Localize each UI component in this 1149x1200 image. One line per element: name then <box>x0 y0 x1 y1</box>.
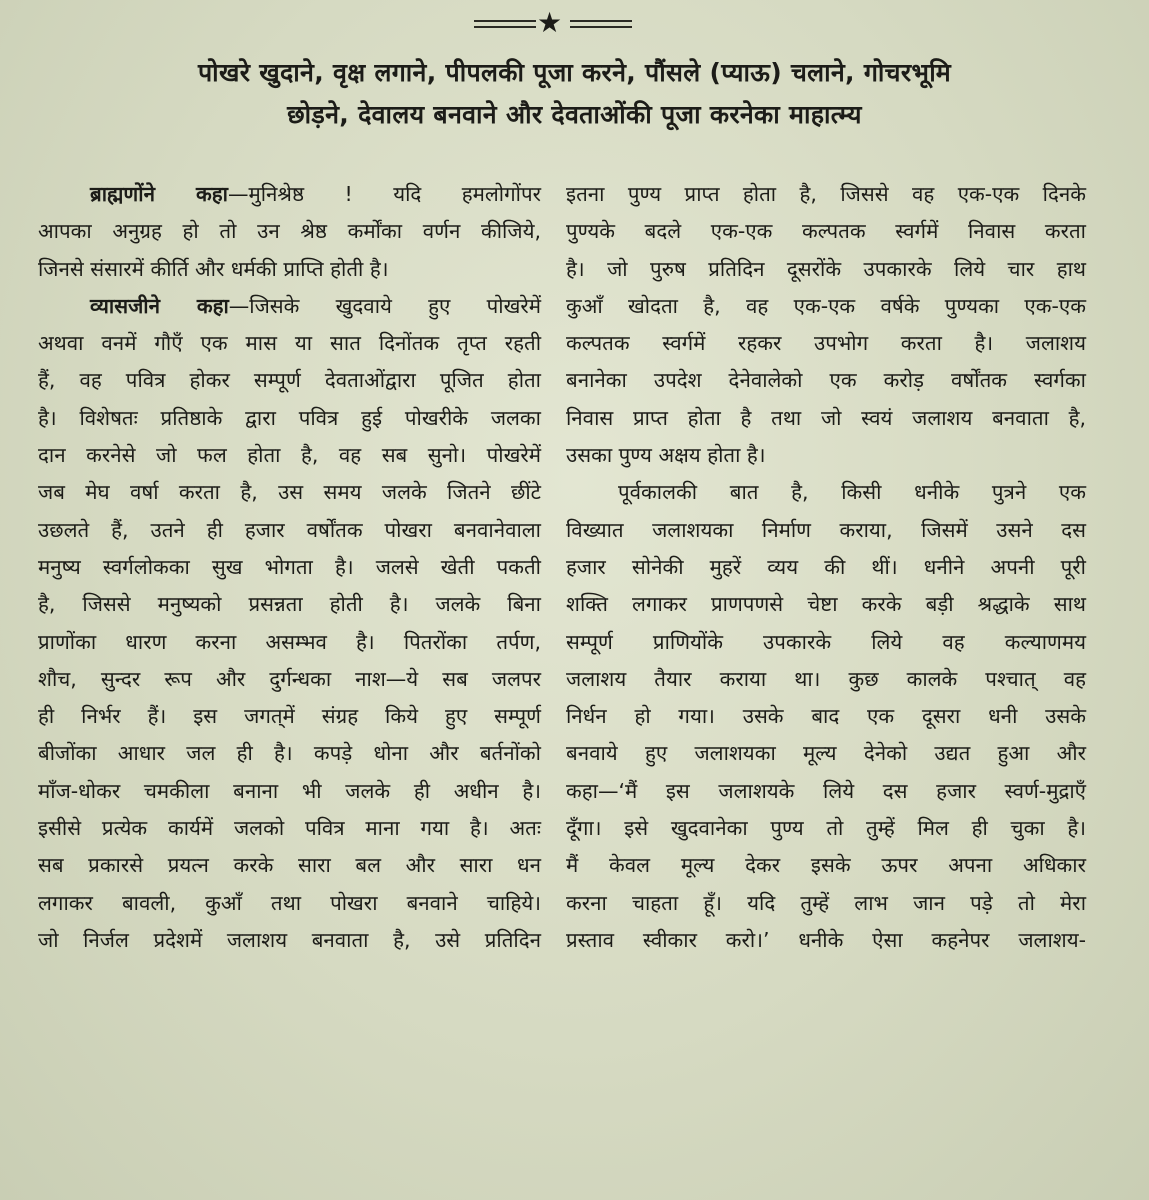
paragraph-line: ही निर्भर हैं। इस जगत्‌में संग्रह किये हुए सम्पूर्ण <box>38 704 541 729</box>
paragraph-line: हैं, वह पवित्र होकर सम्पूर्ण देवताओंद्वारा पूजित होता <box>38 368 541 393</box>
paragraph-line: बनवाये हुए जलाशयका मूल्य देनेको उद्यत हुआ और <box>566 741 1086 766</box>
paragraph-line: है। विशेषतः प्रतिष्ठाके द्वारा पवित्र हुई पोखरीके जलका <box>38 405 541 430</box>
paragraph-line: प्राणोंका धारण करना असम्भव है। पितरोंका तर्पण, <box>38 629 541 654</box>
paragraph-line: दूँगा। इसे खुदवानेका पुण्य तो तुम्हें मिल ही चुका है। <box>566 816 1086 841</box>
header-ornament <box>0 6 1149 40</box>
paragraph-line: है। जो पुरुष प्रतिदिन दूसरोंके उपकारके लिये चार हाथ <box>566 256 1086 281</box>
paragraph-line: जलाशय तैयार कराया था। कुछ कालके पश्चात् वह <box>566 666 1086 691</box>
paragraph-line: जब मेघ वर्षा करता है, उस समय जलके जितने छींटे <box>38 480 541 505</box>
paragraph-line: मैं केवल मूल्य देकर इसके ऊपर अपना अधिकार <box>566 853 1086 878</box>
paragraph-line: आपका अनुग्रह हो तो उन श्रेष्ठ कर्मोंका वर्णन कीजिये, <box>38 219 541 244</box>
paragraph-line: सम्पूर्ण प्राणियोंके उपकारके लिये वह कल्याणमय <box>566 629 1086 654</box>
paragraph-text: —मुनिश्रेष्ठ ! यदि हमलोगोंपर <box>227 182 541 206</box>
paragraph-line: उसका पुण्य अक्षय होता है। <box>566 443 766 468</box>
paragraph-line: कहा—‘मैं इस जलाशयके लिये दस हजार स्वर्ण-मुद्राएँ <box>566 778 1086 803</box>
paragraph-line: प्रस्ताव स्वीकार करो।’ धनीके ऐसा कहनेपर जलाशय- <box>566 927 1086 952</box>
paragraph-line: जिनसे संसारमें कीर्ति और धर्मकी प्राप्ति होती है। <box>38 256 389 281</box>
paragraph-line <box>38 288 541 325</box>
paragraph-line: इतना पुण्य प्राप्त होता है, जिससे वह एक-एक दिनके <box>566 182 1086 206</box>
paragraph-line: जो निर्जल प्रदेशमें जलाशय बनवाता है, उसे प्रतिदिन <box>38 927 541 952</box>
ornament-rule-left <box>474 20 536 28</box>
paragraph-line <box>38 176 541 213</box>
paragraph-line: निवास प्राप्त होता है तथा जो स्वयं जलाशय बनवाता है, <box>566 405 1086 430</box>
chapter-title <box>20 52 1129 136</box>
paragraph-line: करना चाहता हूँ। यदि तुम्हें लाभ जान पड़े तो मेरा <box>566 890 1086 915</box>
chapter-title-line-2: छोड़ने, देवालय बनवाने और देवताओंकी पूजा करनेका माहात्म्य <box>287 100 862 129</box>
paragraph-line: अथवा वनमें गौएँ एक मास या सात दिनोंतक तृप्त रहती <box>38 331 541 356</box>
speaker-label: ब्राह्मणोंने कहा <box>90 182 228 206</box>
paragraph-line: सब प्रकारसे प्रयत्न करके सारा बल और सारा धन <box>38 853 541 878</box>
paragraph-line: हजार सोनेकी मुहरें व्यय की थीं। धनीने अपनी पूरी <box>566 554 1086 579</box>
left-column <box>38 176 541 959</box>
chapter-title-line-1: पोखरे खुदाने, वृक्ष लगाने, पीपलकी पूजा करने, पौंसले (प्याऊ) चलाने, गोचरभूमि <box>197 58 951 87</box>
paragraph-line: उछलते हैं, उतने ही हजार वर्षोंतक पोखरा बनवानेवाला <box>38 517 541 542</box>
paragraph-line: पुण्यके बदले एक-एक कल्पतक स्वर्गमें निवास करता <box>566 219 1086 244</box>
paragraph-line: निर्धन हो गया। उसके बाद एक दूसरा धनी उसके <box>566 704 1086 729</box>
paragraph-line: मनुष्य स्वर्गलोकका सुख भोगता है। जलसे खेती पकती <box>38 554 541 579</box>
paragraph-line: है, जिससे मनुष्यको प्रसन्नता होती है। जलके बिना <box>38 592 541 617</box>
paragraph-line: शक्ति लगाकर प्राणपणसे चेष्टा करके बड़ी श्रद्धाके साथ <box>566 592 1086 617</box>
ornament-rule-right <box>570 20 632 28</box>
paragraph-line: इसीसे प्रत्येक कार्यमें जलको पवित्र माना गया है। अतः <box>38 816 541 841</box>
paragraph-line: पूर्वकालकी बात है, किसी धनीके पुत्रने एक <box>618 480 1086 505</box>
paragraph-line: शौच, सुन्दर रूप और दुर्गन्धका नाश—ये सब जलपर <box>38 666 541 691</box>
paragraph-line: लगाकर बावली, कुआँ तथा पोखरा बनवाने चाहिये। <box>38 890 541 915</box>
paragraph-line: कल्पतक स्वर्गमें रहकर उपभोग करता है। जलाशय <box>566 331 1086 356</box>
paragraph-line: बीजोंका आधार जल ही है। कपड़े धोना और बर्तनोंको <box>38 741 541 766</box>
speaker-label: व्यासजीने कहा <box>90 293 229 318</box>
paragraph-text: —जिसके खुदवाये हुए पोखरेमें <box>228 293 541 318</box>
star-icon: ★ <box>537 6 563 39</box>
paragraph-line: दान करनेसे जो फल होता है, वह सब सुनो। पोखरेमें <box>38 443 541 468</box>
paragraph-line: विख्यात जलाशयका निर्माण कराया, जिसमें उसने दस <box>566 517 1086 542</box>
paragraph-line: बनानेका उपदेश देनेवालेको एक करोड़ वर्षोंतक स्वर्गका <box>566 368 1086 393</box>
paragraph-line: कुआँ खोदता है, वह एक-एक वर्षके पुण्यका एक-एक <box>566 293 1086 318</box>
paragraph-line: माँज-धोकर चमकीला बनाना भी जलके ही अधीन है। <box>38 778 541 803</box>
right-column <box>566 176 1086 959</box>
